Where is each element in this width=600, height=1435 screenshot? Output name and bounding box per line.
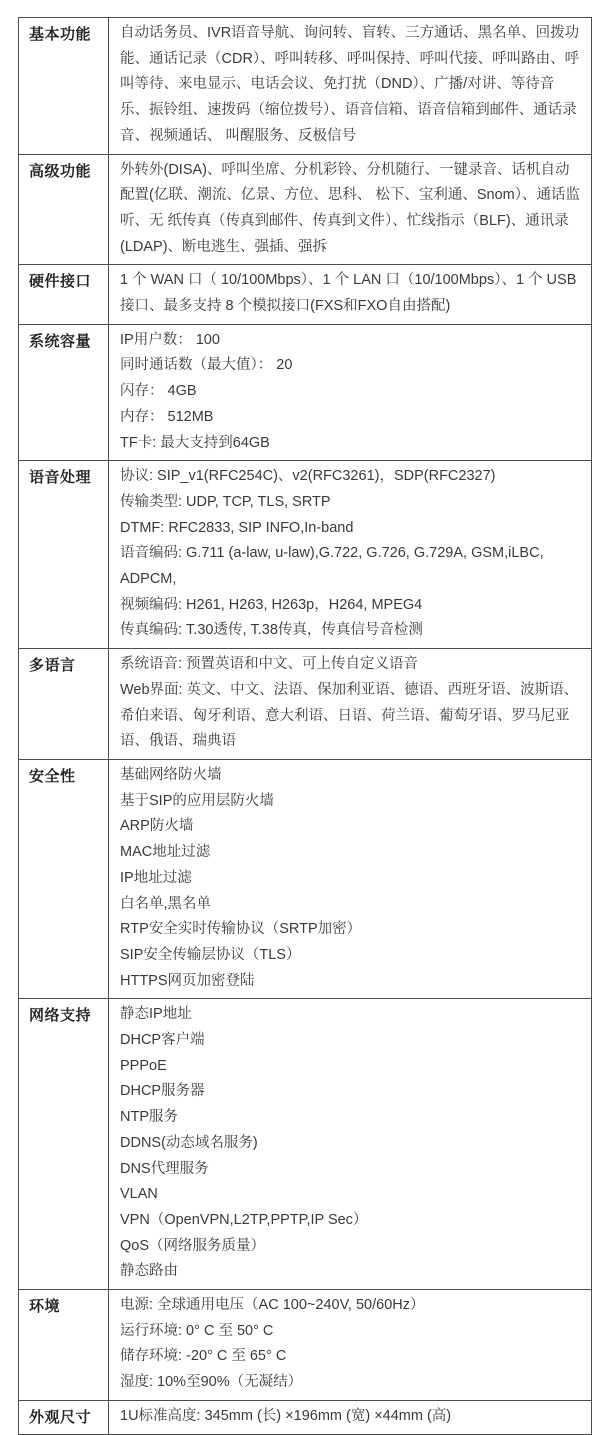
spec-table-body	[19, 18, 592, 1435]
spec-line: 1 个 WAN 口（ 10/100Mbps）、1 个 LAN 口（10/100Mbps）、1 个 USB 接口、最多支持 8 个模拟接口(FXS和FXO自由搭配)	[120, 272, 577, 315]
row-content	[109, 265, 592, 324]
row-label: 系统容量	[19, 324, 109, 461]
row-label: 语音处理	[19, 461, 109, 649]
spec-line: DHCP服务器	[120, 1083, 205, 1100]
table-row	[19, 1290, 592, 1401]
spec-line: 1U标准高度: 345mm (长) ×196mm (宽) ×44mm (高)	[120, 1407, 452, 1424]
spec-line: 语音编码: G.711 (a-law, u-law),G.722, G.726, G.729A, GSM,iLBC, ADPCM,	[120, 545, 544, 588]
spec-line: Web界面: 英文、中文、法语、保加利亚语、德语、西班牙语、波斯语、希伯来语、匈牙利语、意大利语、日语、荷兰语、葡萄牙语、罗马尼亚语、俄语、瑞典语	[120, 681, 579, 750]
spec-line: DHCP客户端	[120, 1032, 205, 1049]
spec-line: 视频编码: H261, H263, H263p，H264, MPEG4	[120, 596, 423, 613]
row-content	[109, 1290, 592, 1401]
row-label: 高级功能	[19, 154, 109, 265]
table-row	[19, 154, 592, 265]
row-label: 网络支持	[19, 999, 109, 1290]
spec-line: HTTPS网页加密登陆	[120, 972, 255, 989]
spec-table	[18, 17, 592, 1435]
spec-line: 内存： 512MB	[120, 408, 214, 425]
row-content	[109, 759, 592, 998]
row-label: 环境	[19, 1290, 109, 1401]
row-content	[109, 649, 592, 760]
spec-line: DTMF: RFC2833, SIP INFO,In-band	[120, 519, 354, 536]
table-row	[19, 461, 592, 649]
row-label: 多语言	[19, 649, 109, 760]
row-label: 外观尺寸	[19, 1400, 109, 1434]
table-row	[19, 265, 592, 324]
spec-line: 自动话务员、IVR语音导航、询问转、盲转、三方通话、黑名单、回拨功能、通话记录（CDR）、呼叫转移、呼叫保持、呼叫代接、呼叫路由、呼叫等待、来电显示、电话会议、免打扰（DND）、广播/对讲、等待音乐、振铃组、速拨码（缩位拨号）、语音信箱、语音信箱到邮件、通话录音、视频通话、 叫醒服务、反极信号	[120, 25, 580, 144]
spec-line: 协议: SIP_v1(RFC254C)、v2(RFC3261)，SDP(RFC2327)	[120, 468, 496, 485]
spec-line: 传真编码: T.30透传, T.38传真，传真信号音检测	[120, 622, 423, 639]
table-row	[19, 1400, 592, 1434]
spec-line: 湿度: 10%至90%（无凝结）	[120, 1374, 303, 1391]
spec-line: SIP安全传输层协议（TLS）	[120, 946, 301, 963]
row-content	[109, 324, 592, 461]
spec-line: 外转外(DISA)、呼叫坐席、分机彩铃、分机随行、一键录音、话机自动配置(亿联、潮流、亿景、方位、思科、 松下、宝利通、Snom）、通话监听、无 纸传真（传真到邮件、传真到文件）、忙线指示（BLF)、通讯录(LDAP)、断电逃生、强插、强拆	[120, 161, 580, 255]
spec-line: 基于SIP的应用层防火墙	[120, 792, 274, 809]
row-label: 基本功能	[19, 18, 109, 155]
row-content	[109, 18, 592, 155]
spec-line: DNS代理服务	[120, 1160, 209, 1177]
spec-line: PPPoE	[120, 1057, 167, 1074]
spec-line: DDNS(动态域名服务)	[120, 1134, 258, 1151]
spec-line: 闪存： 4GB	[120, 383, 197, 400]
spec-line: 白名单,黑名单	[120, 895, 212, 912]
spec-line: MAC地址过滤	[120, 844, 211, 861]
spec-line: 电源: 全球通用电压（AC 100~240V, 50/60Hz）	[120, 1297, 425, 1314]
spec-line: VLAN	[120, 1186, 158, 1203]
table-row	[19, 759, 592, 998]
table-row	[19, 649, 592, 760]
spec-line: RTP安全实时传输协议（SRTP加密）	[120, 921, 362, 938]
table-row	[19, 999, 592, 1290]
row-content	[109, 461, 592, 649]
spec-line: 运行环境: 0° C 至 50° C	[120, 1322, 274, 1339]
row-label: 硬件接口	[19, 265, 109, 324]
spec-line: QoS（网络服务质量）	[120, 1237, 266, 1254]
table-row	[19, 324, 592, 461]
row-content	[109, 1400, 592, 1434]
row-label: 安全性	[19, 759, 109, 998]
spec-line: 静态IP地址	[120, 1006, 192, 1023]
table-row	[19, 18, 592, 155]
spec-line: VPN（OpenVPN,L2TP,PPTP,IP Sec）	[120, 1211, 368, 1228]
spec-line: 传输类型: UDP, TCP, TLS, SRTP	[120, 493, 331, 510]
spec-line: ARP防火墙	[120, 818, 194, 835]
spec-line: IP地址过滤	[120, 869, 192, 886]
spec-line: 基础网络防火墙	[120, 766, 222, 783]
spec-line: 储存环境: -20° C 至 65° C	[120, 1348, 287, 1365]
spec-line: IP用户数： 100	[120, 331, 220, 348]
spec-line: TF卡: 最大支持到64GB	[120, 434, 270, 451]
spec-line: 静态路由	[120, 1263, 178, 1280]
row-content	[109, 999, 592, 1290]
spec-line: 系统语音: 预置英语和中文、可上传自定义语音	[120, 656, 419, 673]
spec-line: 同时通话数（最大值）： 20	[120, 357, 293, 374]
spec-line: NTP服务	[120, 1109, 178, 1126]
row-content	[109, 154, 592, 265]
